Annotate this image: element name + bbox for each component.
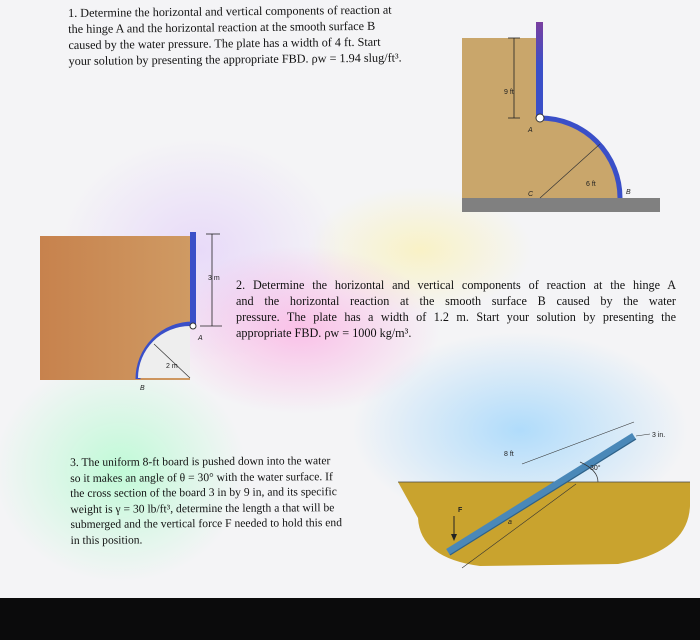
length-label: 8 ft bbox=[504, 451, 514, 458]
angle-label: 30° bbox=[590, 465, 601, 472]
monitor-bezel bbox=[0, 598, 700, 640]
problem-3-text bbox=[70, 453, 391, 548]
hinge-pin bbox=[536, 114, 544, 122]
problem-2-figure bbox=[40, 224, 240, 394]
problem-2-line: pressure. The plate has a width of 1.2 m. Start your solution by presenting the bbox=[236, 310, 676, 324]
thickness-label: 3 in. bbox=[652, 432, 666, 439]
problem-3-line: in this position. bbox=[70, 532, 143, 547]
problem-1-line: your solution by presenting the appropriate FBD. ρw = 1.94 slug/ft³. bbox=[68, 50, 402, 68]
surface-label: B bbox=[626, 189, 631, 196]
problem-3-line: submerged and the vertical force F needed to hold this end bbox=[70, 516, 343, 531]
height-label: 9 ft bbox=[504, 89, 514, 96]
problem-3-line: 3. The uniform 8-ft board is pushed down into the water bbox=[70, 454, 331, 469]
ground-surface bbox=[462, 198, 660, 212]
radius-label: 6 ft bbox=[586, 181, 596, 188]
problem-2-line: and the horizontal reaction at the smooth surface B caused by the water bbox=[236, 294, 676, 308]
submerged-label: a bbox=[508, 519, 512, 526]
water-body bbox=[462, 38, 540, 210]
problem-1-figure bbox=[460, 18, 690, 223]
problem-2-line: appropriate FBD. ρw = 1000 kg/m³. bbox=[236, 326, 412, 340]
problem-2-line: 2. Determine the horizontal and vertical components of reaction at the hinge A bbox=[236, 278, 676, 292]
hinge-pin bbox=[190, 323, 196, 329]
gate-plate bbox=[536, 22, 543, 120]
hinge-label: A bbox=[528, 127, 533, 134]
problem-1-text bbox=[68, 1, 449, 69]
force-label: F bbox=[458, 507, 463, 514]
problem-3-line: the cross section of the board 3 in by 9 in, and its specific bbox=[70, 485, 337, 500]
problem-3-line: weight is γ = 30 lb/ft³, determine the length a that will be bbox=[70, 500, 335, 516]
surface-label: B bbox=[140, 385, 145, 392]
problem-3-line: so it makes an angle of θ = 30° with the water surface. If bbox=[70, 469, 333, 485]
center-label: C bbox=[528, 191, 534, 198]
hinge-label: A bbox=[198, 335, 203, 342]
problem-2-text bbox=[236, 277, 676, 341]
problem-1-line: caused by the water pressure. The plate has a width of 4 ft. Start bbox=[68, 34, 381, 52]
problem-3-figure bbox=[398, 418, 698, 578]
radius-label: 2 m bbox=[166, 363, 178, 370]
problem-1-line: 1. Determine the horizontal and vertical components of reaction at bbox=[68, 2, 392, 20]
problem-1-line: the hinge A and the horizontal reaction at the smooth surface B bbox=[68, 18, 376, 36]
thickness-leader bbox=[636, 434, 650, 436]
height-label: 3 m bbox=[208, 275, 220, 282]
gate-plate bbox=[190, 232, 196, 326]
